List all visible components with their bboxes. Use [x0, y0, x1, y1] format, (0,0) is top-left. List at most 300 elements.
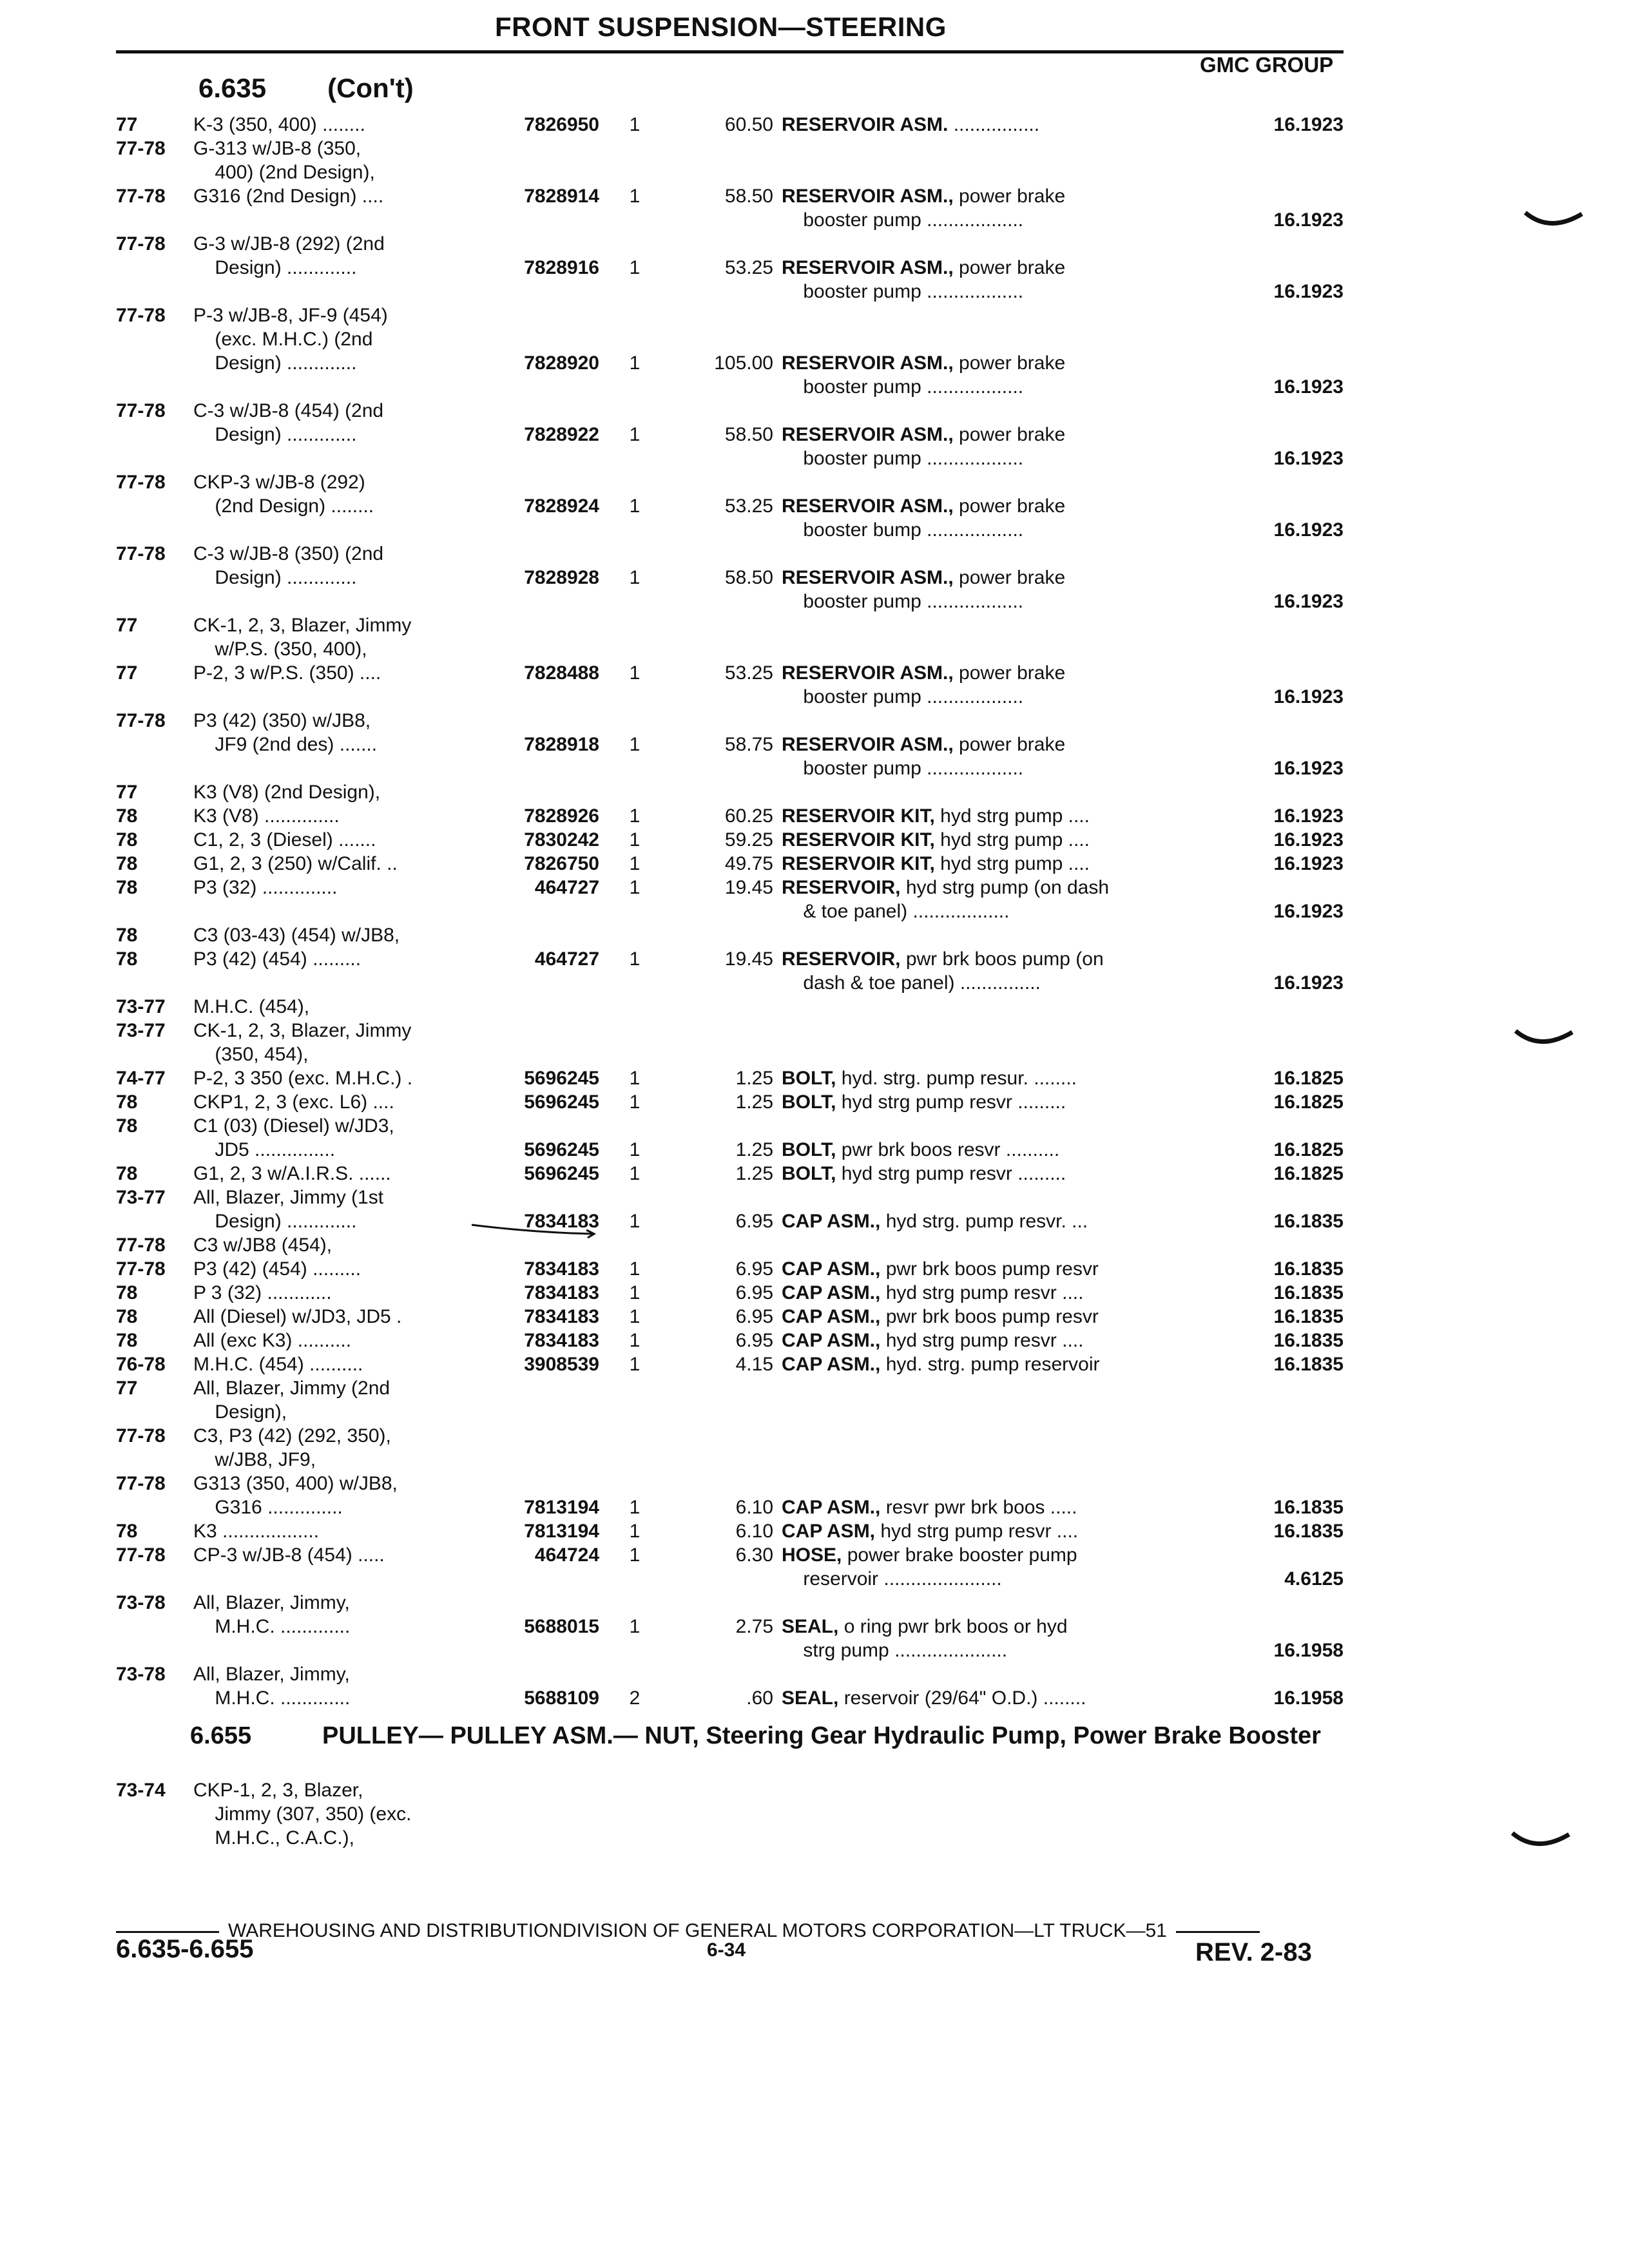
description — [782, 1138, 1059, 1162]
model-year: 78 — [116, 1163, 138, 1184]
table-row — [0, 613, 1629, 637]
table-row — [0, 1543, 1629, 1567]
application: M.H.C. ............. — [193, 1687, 351, 1709]
group-number: 16.1835 — [1273, 1258, 1344, 1280]
part-number: 5688109 — [524, 1687, 599, 1709]
table-row — [0, 876, 1629, 899]
model-year: 78 — [116, 829, 138, 850]
footer-division-line — [116, 1920, 1344, 1942]
description-item: RESERVOIR ASM., — [782, 495, 954, 517]
table-row — [0, 1778, 1629, 1802]
table-row — [0, 184, 1629, 208]
group-number: 16.1835 — [1273, 1330, 1344, 1351]
quantity: 1 — [629, 1330, 641, 1351]
application: G316 (2nd Design) .... — [193, 186, 384, 207]
description-item: RESERVOIR KIT, — [782, 829, 935, 850]
description — [782, 375, 1023, 399]
part-number: 464727 — [534, 948, 599, 970]
model-year: 77-78 — [116, 186, 166, 207]
header-divider — [116, 50, 1344, 53]
part-number: 7828918 — [524, 734, 599, 755]
description-detail: strg pump ..................... — [782, 1640, 1008, 1661]
description-detail: power brake — [953, 186, 1066, 207]
application: C3, P3 (42) (292, 350), — [193, 1425, 391, 1446]
group-number: 16.1923 — [1273, 805, 1344, 827]
table-row — [0, 852, 1629, 876]
group-number: 16.1923 — [1273, 758, 1344, 779]
table-row — [0, 828, 1629, 852]
description — [782, 184, 1065, 208]
group-number: 16.1923 — [1273, 972, 1344, 994]
table-row — [0, 780, 1629, 804]
application: JD5 ............... — [193, 1139, 336, 1160]
description-detail: o ring pwr brk boos or hyd — [838, 1616, 1068, 1637]
description-item: RESERVOIR ASM., — [782, 734, 954, 755]
part-number: 3908539 — [524, 1354, 599, 1375]
model-year: 73-74 — [116, 1780, 166, 1801]
description — [782, 899, 1009, 923]
description-detail: power brake — [953, 257, 1066, 278]
description-detail: pwr brk boos pump (on — [900, 948, 1104, 970]
price: 6.30 — [735, 1544, 773, 1566]
model-year: 77 — [116, 782, 138, 803]
table-row — [0, 1352, 1629, 1376]
application: Design) ............. — [193, 567, 357, 588]
footer-page-number: 6-34 — [707, 1939, 746, 1961]
application: G1, 2, 3 (250) w/Calif. .. — [193, 853, 398, 874]
application: CP-3 w/JB-8 (454) ..... — [193, 1544, 385, 1566]
application: All, Blazer, Jimmy (1st — [193, 1187, 384, 1208]
table-row — [0, 1233, 1629, 1257]
price: 60.50 — [724, 114, 773, 135]
application: G1, 2, 3 w/A.I.R.S. ...... — [193, 1163, 391, 1184]
model-year: 77-78 — [116, 710, 166, 731]
model-year: 77-78 — [116, 472, 166, 493]
part-number: 7826950 — [524, 114, 599, 135]
margin-tick-mark — [1524, 206, 1585, 235]
group-number: 16.1923 — [1273, 209, 1344, 231]
price: 2.75 — [735, 1616, 773, 1637]
description-detail: booster pump .................. — [782, 209, 1024, 231]
group-number: 16.1835 — [1273, 1354, 1344, 1375]
price: 4.15 — [735, 1354, 773, 1375]
application: C3 w/JB8 (454), — [193, 1235, 333, 1256]
table-row — [0, 1138, 1629, 1162]
application: Design) ............. — [193, 1211, 357, 1232]
table-row — [0, 470, 1629, 494]
price: 53.25 — [724, 662, 773, 684]
quantity: 1 — [629, 1521, 641, 1542]
application: P3 (42) (454) ......... — [193, 1258, 361, 1280]
table-row — [0, 1090, 1629, 1114]
table-row — [0, 1802, 1629, 1826]
parts-table — [0, 113, 1629, 1710]
description — [782, 447, 1023, 470]
description-item: CAP ASM, — [782, 1521, 876, 1542]
group-number: 4.6125 — [1284, 1568, 1344, 1590]
application: C1, 2, 3 (Diesel) ....... — [193, 829, 376, 850]
description-detail: hyd strg pump resvr .... — [880, 1282, 1084, 1303]
description-detail: ................ — [948, 114, 1040, 135]
quantity: 1 — [629, 662, 641, 684]
table-row — [0, 1495, 1629, 1519]
part-number: 5696245 — [524, 1139, 599, 1160]
table-row — [0, 590, 1629, 613]
description-item: CAP ASM., — [782, 1330, 881, 1351]
application: CK-1, 2, 3, Blazer, Jimmy — [193, 615, 412, 636]
model-year: 78 — [116, 1091, 138, 1113]
group-number: 16.1923 — [1273, 281, 1344, 302]
model-year: 77-78 — [116, 1258, 166, 1280]
part-number: 7828914 — [524, 186, 599, 207]
description — [782, 661, 1065, 685]
quantity: 1 — [629, 1163, 641, 1184]
group-number: 16.1835 — [1273, 1211, 1344, 1232]
quantity: 1 — [629, 1068, 641, 1089]
table-row — [0, 160, 1629, 184]
description-detail: pwr brk boos resvr .......... — [836, 1139, 1060, 1160]
quantity: 1 — [629, 1544, 641, 1566]
description — [782, 685, 1023, 709]
price: 58.50 — [724, 186, 773, 207]
description — [782, 876, 1109, 899]
application: C-3 w/JB-8 (350) (2nd — [193, 543, 384, 564]
section-heading — [198, 73, 414, 104]
group-number: 16.1923 — [1273, 448, 1344, 469]
table-row — [0, 1257, 1629, 1281]
model-year: 78 — [116, 948, 138, 970]
table-row — [0, 1162, 1629, 1186]
description — [782, 947, 1104, 971]
application: JF9 (2nd des) ....... — [193, 734, 378, 755]
price: 49.75 — [724, 853, 773, 874]
application: CKP-3 w/JB-8 (292) — [193, 472, 365, 493]
table-row — [0, 327, 1629, 351]
price: 59.25 — [724, 829, 773, 850]
part-number: 7828488 — [524, 662, 599, 684]
part-number: 7828928 — [524, 567, 599, 588]
part-number: 7834183 — [524, 1330, 599, 1351]
quantity: 1 — [629, 1616, 641, 1637]
description-item: CAP ASM., — [782, 1258, 881, 1280]
description — [782, 494, 1065, 518]
model-year: 77 — [116, 1378, 138, 1399]
section-number: 6.635 — [198, 73, 267, 103]
application: (exc. M.H.C.) (2nd — [193, 329, 373, 350]
price: 6.95 — [735, 1282, 773, 1303]
model-year: 78 — [116, 1330, 138, 1351]
group-number: 16.1835 — [1273, 1282, 1344, 1303]
description — [782, 1209, 1088, 1233]
quantity: 1 — [629, 352, 641, 374]
description — [782, 423, 1065, 447]
model-year: 78 — [116, 1306, 138, 1327]
quantity: 1 — [629, 948, 641, 970]
description — [782, 518, 1023, 542]
group-number: 16.1825 — [1273, 1091, 1344, 1113]
table-row — [0, 447, 1629, 470]
description-detail: power brake — [953, 424, 1066, 445]
table-row — [0, 1472, 1629, 1495]
application: P3 (42) (454) ......... — [193, 948, 361, 970]
application: M.H.C., C.A.C.), — [193, 1827, 355, 1849]
group-number: 16.1923 — [1273, 686, 1344, 707]
part-number: 7828916 — [524, 257, 599, 278]
footer-rule-left — [116, 1931, 219, 1933]
table-row — [0, 1043, 1629, 1066]
description — [782, 351, 1065, 375]
application: K3 (V8) (2nd Design), — [193, 782, 381, 803]
table-row — [0, 923, 1629, 947]
price: .60 — [746, 1687, 773, 1709]
description-detail: pwr brk boos pump resvr — [880, 1258, 1099, 1280]
model-year: 73-78 — [116, 1592, 166, 1613]
price: 6.10 — [735, 1521, 773, 1542]
description-detail: power brake — [953, 567, 1066, 588]
description-item: SEAL, — [782, 1616, 839, 1637]
part-number: 7813194 — [524, 1521, 599, 1542]
description — [782, 971, 1041, 995]
group-number: 16.1923 — [1273, 853, 1344, 874]
description-detail: hyd strg pump .... — [934, 829, 1090, 850]
description — [782, 852, 1090, 876]
description-detail: power brake — [953, 662, 1066, 684]
group-label: GMC GROUP — [1200, 53, 1334, 77]
application: (2nd Design) ........ — [193, 495, 374, 517]
group-number: 16.1835 — [1273, 1306, 1344, 1327]
margin-tick-mark — [1514, 1024, 1576, 1053]
description — [782, 208, 1023, 232]
table-row — [0, 303, 1629, 327]
quantity: 1 — [629, 805, 641, 827]
price: 6.95 — [735, 1330, 773, 1351]
description-detail: pwr brk boos pump resvr — [880, 1306, 1099, 1327]
description-item: BOLT, — [782, 1139, 836, 1160]
description — [782, 1543, 1077, 1567]
table-row — [0, 1424, 1629, 1448]
description-detail: booster pump .................. — [782, 376, 1024, 398]
table-row — [0, 1019, 1629, 1043]
price: 58.50 — [724, 567, 773, 588]
footer-section-range: 6.635-6.655 — [116, 1935, 254, 1963]
price: 58.75 — [724, 734, 773, 755]
application: K3 .................. — [193, 1521, 320, 1542]
part-number: 7834183 — [524, 1258, 599, 1280]
table-row — [0, 1591, 1629, 1615]
group-number: 16.1825 — [1273, 1163, 1344, 1184]
quantity: 2 — [629, 1687, 641, 1709]
description — [782, 1615, 1068, 1639]
footer-rule-right — [1176, 1931, 1260, 1933]
model-year: 77-78 — [116, 1425, 166, 1446]
table-row — [0, 1329, 1629, 1352]
part-number: 7834183 — [524, 1211, 599, 1232]
part-number: 7828920 — [524, 352, 599, 374]
part-number: 7830242 — [524, 829, 599, 850]
part-number: 7828926 — [524, 805, 599, 827]
part-number: 7828922 — [524, 424, 599, 445]
application: C-3 w/JB-8 (454) (2nd — [193, 400, 384, 421]
model-year: 77-78 — [116, 138, 166, 159]
part-number: 7834183 — [524, 1282, 599, 1303]
table-row — [0, 661, 1629, 685]
description-detail: power brake booster pump — [842, 1544, 1077, 1566]
price: 60.25 — [724, 805, 773, 827]
part-number: 464727 — [534, 877, 599, 898]
quantity: 1 — [629, 853, 641, 874]
application: 400) (2nd Design), — [193, 162, 375, 183]
model-year: 78 — [116, 1115, 138, 1137]
description-item: BOLT, — [782, 1163, 836, 1184]
application: G-3 w/JB-8 (292) (2nd — [193, 233, 385, 255]
table-row — [0, 637, 1629, 661]
model-year: 77-78 — [116, 305, 166, 326]
part-number: 5696245 — [524, 1068, 599, 1089]
description-item: CAP ASM., — [782, 1354, 881, 1375]
table-row — [0, 804, 1629, 828]
application: G-313 w/JB-8 (350, — [193, 138, 361, 159]
description — [782, 1066, 1077, 1090]
model-year: 73-77 — [116, 996, 166, 1017]
group-number: 16.1923 — [1273, 591, 1344, 612]
section-continued: (Con't) — [327, 73, 414, 103]
description — [782, 280, 1023, 303]
table-row — [0, 1448, 1629, 1472]
group-number: 16.1835 — [1273, 1521, 1344, 1542]
table-row — [0, 566, 1629, 590]
description — [782, 1686, 1086, 1710]
description — [782, 1305, 1099, 1329]
price: 19.45 — [724, 948, 773, 970]
quantity: 1 — [629, 829, 641, 850]
description-item: CAP ASM., — [782, 1497, 881, 1518]
description — [782, 804, 1090, 828]
application: CKP-1, 2, 3, Blazer, — [193, 1780, 363, 1801]
table-row — [0, 733, 1629, 756]
quantity: 1 — [629, 1282, 641, 1303]
description-detail: hyd. strg. pump resur. ........ — [836, 1068, 1077, 1089]
page-title: FRONT SUSPENSION—STEERING — [495, 12, 947, 42]
quantity: 1 — [629, 567, 641, 588]
margin-tick-mark — [1511, 1827, 1572, 1856]
table-row — [0, 1305, 1629, 1329]
model-year: 77 — [116, 114, 138, 135]
application: G313 (350, 400) w/JB8, — [193, 1473, 398, 1494]
table-row — [0, 399, 1629, 423]
application: P-3 w/JB-8, JF-9 (454) — [193, 305, 388, 326]
quantity: 1 — [629, 1306, 641, 1327]
price: 6.95 — [735, 1306, 773, 1327]
description-detail: reservoir (29/64" O.D.) ........ — [838, 1687, 1086, 1709]
description-item: RESERVOIR ASM., — [782, 352, 954, 374]
application: All (Diesel) w/JD3, JD5 . — [193, 1306, 402, 1327]
application: CK-1, 2, 3, Blazer, Jimmy — [193, 1020, 412, 1041]
price: 53.25 — [724, 257, 773, 278]
application: P3 (32) .............. — [193, 877, 338, 898]
table-row — [0, 1376, 1629, 1400]
group-number: 16.1958 — [1273, 1640, 1344, 1661]
group-number: 16.1923 — [1273, 901, 1344, 922]
table-row — [0, 1662, 1629, 1686]
model-year: 78 — [116, 853, 138, 874]
model-year: 77-78 — [116, 1473, 166, 1494]
table-row — [0, 423, 1629, 447]
quantity: 1 — [629, 424, 641, 445]
description — [782, 1352, 1099, 1376]
description-detail: booster pump .................. — [782, 591, 1024, 612]
application: P3 (42) (350) w/JB8, — [193, 710, 371, 731]
model-year: 78 — [116, 1282, 138, 1303]
application: Jimmy (307, 350) (exc. — [193, 1803, 412, 1825]
application: C3 (03-43) (454) w/JB8, — [193, 925, 400, 946]
table-row — [0, 375, 1629, 399]
model-year: 78 — [116, 877, 138, 898]
table-row — [0, 256, 1629, 280]
description-detail: hyd strg pump (on dash — [900, 877, 1110, 898]
application: (350, 454), — [193, 1044, 309, 1065]
description — [782, 566, 1065, 590]
model-year: 76-78 — [116, 1354, 166, 1375]
price: 1.25 — [735, 1163, 773, 1184]
table-row — [0, 232, 1629, 256]
description-detail: hyd strg pump resvr ......... — [836, 1091, 1066, 1113]
table-row — [0, 542, 1629, 566]
description-item: RESERVOIR KIT, — [782, 853, 935, 874]
price: 6.95 — [735, 1211, 773, 1232]
application: All (exc K3) .......... — [193, 1330, 352, 1351]
quantity: 1 — [629, 186, 641, 207]
price: 6.10 — [735, 1497, 773, 1518]
price: 105.00 — [714, 352, 773, 374]
table-row — [0, 899, 1629, 923]
description-item: RESERVOIR ASM., — [782, 567, 954, 588]
quantity: 1 — [629, 1139, 641, 1160]
table-row — [0, 137, 1629, 160]
description — [782, 113, 1039, 137]
description-detail: booster pump .................. — [782, 448, 1024, 469]
group-number: 16.1923 — [1273, 114, 1344, 135]
group-number: 16.1825 — [1273, 1139, 1344, 1160]
description-item: RESERVOIR ASM., — [782, 186, 954, 207]
quantity: 1 — [629, 114, 641, 135]
footer-division-text: WAREHOUSING AND DISTRIBUTIONDIVISION OF GENERAL MOTORS CORPORATION—LT TRUCK—51 — [228, 1920, 1167, 1941]
quantity: 1 — [629, 877, 641, 898]
description-detail: power brake — [953, 495, 1066, 517]
part-number: 7826750 — [524, 853, 599, 874]
description-detail: power brake — [953, 352, 1066, 374]
application: All, Blazer, Jimmy, — [193, 1592, 350, 1613]
model-year: 77 — [116, 662, 138, 684]
quantity: 1 — [629, 1258, 641, 1280]
part-number: 5696245 — [524, 1091, 599, 1113]
application: M.H.C. (454), — [193, 996, 310, 1017]
model-year: 78 — [116, 925, 138, 946]
quantity: 1 — [629, 1354, 641, 1375]
handwritten-underline-mark — [470, 1221, 599, 1240]
application: w/JB8, JF9, — [193, 1449, 316, 1470]
description-item: RESERVOIR, — [782, 877, 901, 898]
application: M.H.C. ............. — [193, 1616, 351, 1637]
description-detail: hyd strg pump resvr ......... — [836, 1163, 1066, 1184]
footer-revision: REV. 2-83 — [1195, 1938, 1312, 1966]
table-row — [0, 1639, 1629, 1662]
description — [782, 1495, 1077, 1519]
description — [782, 1162, 1066, 1186]
table-row — [0, 1066, 1629, 1090]
model-year: 73-77 — [116, 1020, 166, 1041]
quantity: 1 — [629, 1497, 641, 1518]
table-row — [0, 280, 1629, 303]
